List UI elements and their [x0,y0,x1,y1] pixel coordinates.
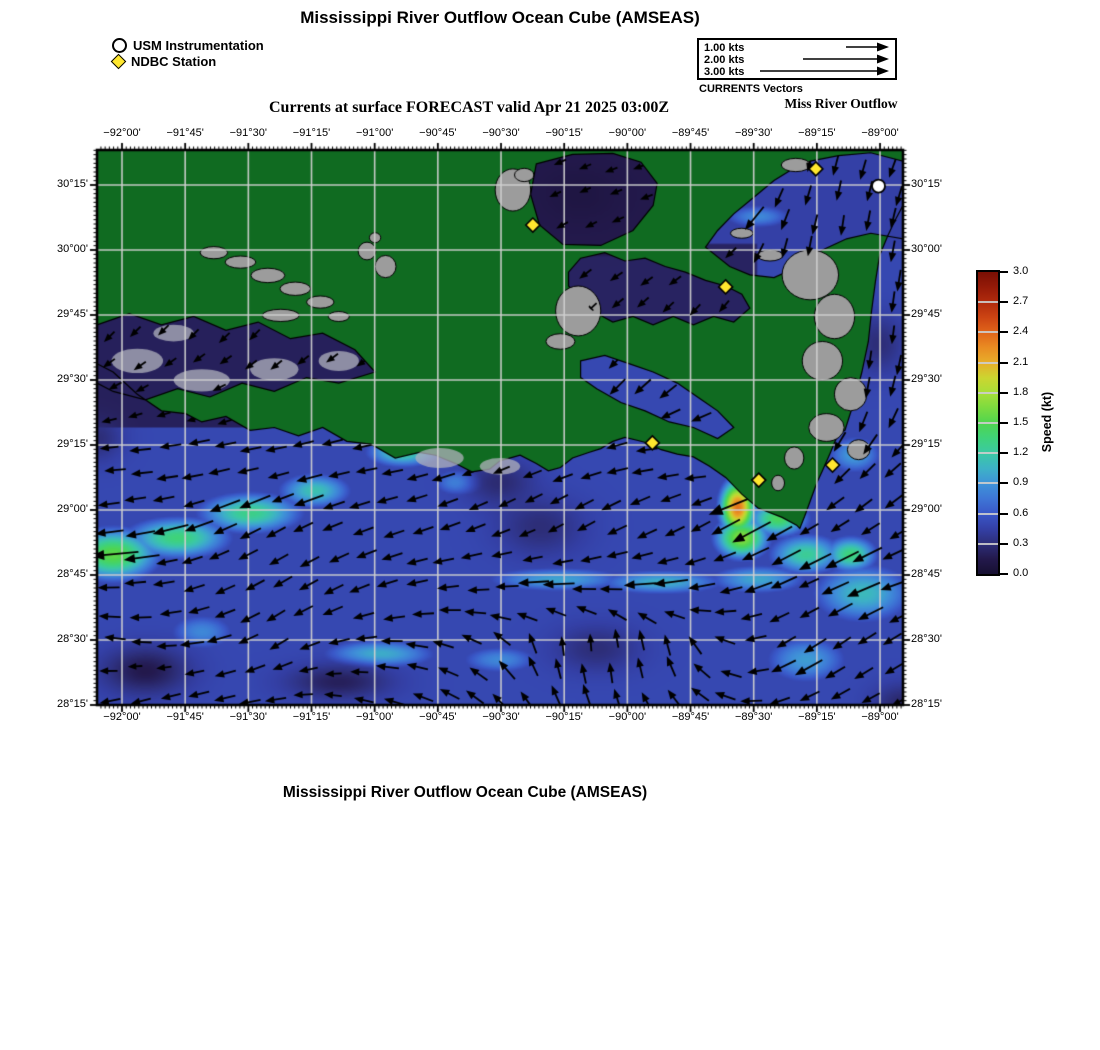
colorbar-tick [1000,331,1008,333]
vector-key-label-1: 1.00 kts [704,42,745,54]
colorbar [976,270,1000,576]
vector-key-caption: CURRENTS Vectors [699,83,803,95]
colorbar-tick [1000,271,1008,273]
colorbar-gridline [978,301,998,303]
colorbar-tick [1000,573,1008,575]
lat-tick-label: 29°30' [57,373,88,385]
colorbar-tick-label: 2.7 [1013,295,1029,308]
lat-tick-label: 28°15' [911,698,942,710]
station-legend [112,37,264,69]
lon-tick-label: −89°15' [798,127,836,139]
lat-tick-label: 28°45' [57,568,88,580]
usm-marker-icon [112,38,127,53]
colorbar-gridline [978,543,998,545]
colorbar-gridline [978,513,998,515]
colorbar-tick [1000,392,1008,394]
lon-tick-label: −90°15' [545,127,583,139]
lat-tick-label: 28°30' [911,633,942,645]
vector-key-arrows [701,40,893,78]
lat-tick-label: 29°15' [57,438,88,450]
lon-tick-label: −90°15' [545,711,583,723]
colorbar-tick-label: 1.5 [1013,416,1029,428]
colorbar-tick [1000,301,1008,303]
lon-tick-label: −91°15' [292,127,331,139]
colorbar-tick [1000,482,1008,484]
lon-tick-label: −90°45' [419,127,457,139]
colorbar-gridline [978,392,998,394]
colorbar-gridline [978,452,998,454]
vector-key-arrow-head [877,55,889,64]
lon-tick-label: −90°45' [419,711,457,723]
lon-tick-label: −92°00' [103,127,141,139]
lon-tick-label: −90°30' [482,711,520,723]
lon-tick-label: −92°00' [103,711,141,723]
vector-scale-key [697,38,897,80]
lat-tick-label: 30°15' [57,178,88,190]
lat-tick-label: 29°00' [911,503,942,515]
lat-tick-label: 29°45' [911,308,942,320]
lon-tick-label: −91°45' [166,127,204,139]
lon-tick-label: −91°00' [355,127,394,139]
map-canvas [83,136,917,719]
colorbar-tick-label: 1.8 [1013,385,1029,398]
lat-tick-label: 29°00' [57,503,88,515]
lat-tick-label: 30°00' [57,243,88,255]
colorbar-tick-label: 1.2 [1013,446,1029,459]
lon-tick-label: −89°30' [734,127,773,139]
ndbc-label: NDBC Station [131,53,217,69]
lat-tick-label: 28°15' [57,698,88,710]
colorbar-gridline [978,482,998,484]
colorbar-tick-label: 0.3 [1013,536,1029,549]
lon-tick-label: −89°00' [861,711,899,723]
ndbc-marker-icon [111,53,127,69]
lon-tick-label: −89°00' [861,127,899,139]
colorbar-tick [1000,513,1008,515]
vector-key-label-3: 3.00 kts [704,66,745,78]
lon-tick-label: −90°30' [482,127,520,139]
colorbar-tick [1000,543,1008,545]
colorbar-tick-label: 0.9 [1013,476,1029,489]
lon-tick-label: −90°00' [608,127,647,139]
colorbar-tick-label: 2.4 [1013,325,1029,338]
colorbar-title: Speed (kt) [1040,391,1054,453]
colorbar-gridline [978,422,998,424]
colorbar-gridline [978,362,998,364]
lat-tick-label: 29°15' [911,438,942,450]
colorbar-tick [1000,422,1008,424]
colorbar-tick-label: 0.6 [1013,506,1029,519]
colorbar-tick [1000,362,1008,364]
vector-key-arrow-head [877,67,889,76]
usm-legend-row [112,37,264,53]
lat-tick-label: 28°45' [911,568,942,580]
lat-tick-label: 29°45' [57,308,88,320]
region-label: Miss River Outflow [784,96,898,111]
ndbc-legend-row [112,53,264,69]
lon-tick-label: −89°30' [734,711,773,723]
lon-tick-label: −91°15' [292,711,331,723]
lon-tick-label: −90°00' [608,711,647,723]
lat-tick-label: 29°30' [911,373,942,385]
vector-key-label-2: 2.00 kts [704,54,745,66]
lon-tick-label: −89°15' [798,711,836,723]
lon-tick-label: −91°30' [229,711,268,723]
lon-tick-label: −91°45' [166,711,204,723]
colorbar-tick-label: 0.0 [1013,567,1029,579]
colorbar-gridline [978,331,998,333]
usm-label: USM Instrumentation [133,37,264,53]
lon-tick-label: −91°30' [229,127,268,139]
figure-title-bottom: Mississippi River Outflow Ocean Cube (AMSEAS) [282,784,648,801]
lon-tick-label: −91°00' [355,711,394,723]
figure-title: Mississippi River Outflow Ocean Cube (AMSEAS) [300,8,700,27]
lat-tick-label: 28°30' [57,633,88,645]
lon-tick-label: −89°45' [671,127,710,139]
colorbar-tick [1000,452,1008,454]
colorbar-tick-label: 3.0 [1013,265,1029,277]
lon-tick-label: −89°45' [671,711,710,723]
vector-key-arrow-head [877,43,889,52]
lat-tick-label: 30°15' [911,178,942,190]
colorbar-tick-label: 2.1 [1013,355,1029,368]
plot-subtitle: Currents at surface FORECAST valid Apr 21 2025 03:00Z [268,99,669,116]
lat-tick-label: 30°00' [911,243,942,255]
